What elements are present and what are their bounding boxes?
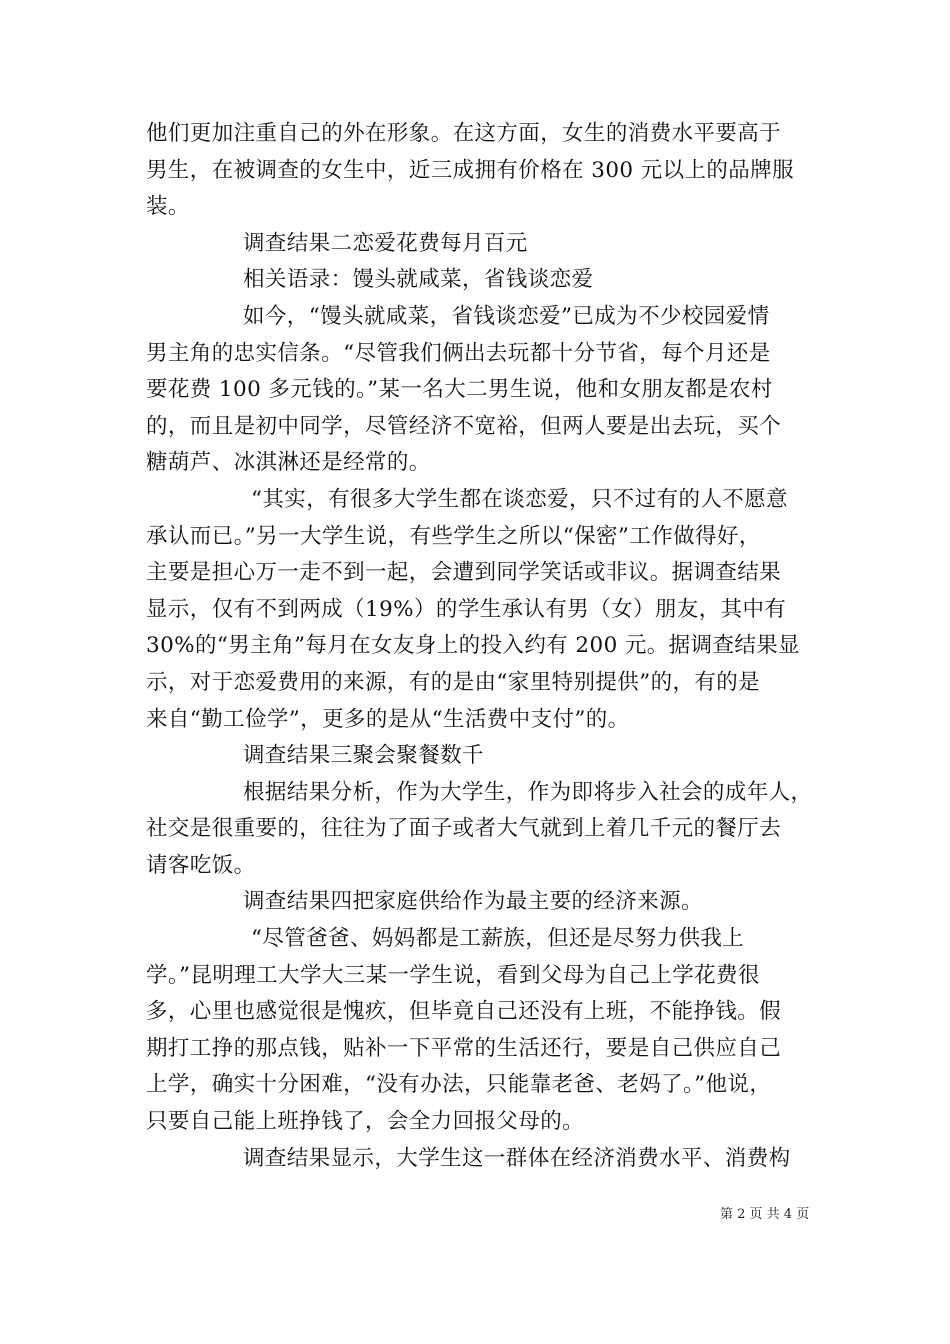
document-body [146, 116, 814, 1177]
text-line: “尽管爸爸、妈妈都是工薪族，但还是尽努力供我上 [251, 926, 745, 952]
text-line: 承认而已。”另一大学生说，有些学生之所以“保密”工作做得好， [146, 523, 761, 549]
text-line: 只要自己能上班挣钱了，会全力回报父母的。 [146, 1109, 585, 1135]
text-line: 多，心里也感觉很是愧疚，但毕竟自己还没有上班，不能挣钱。假 [146, 999, 782, 1025]
text-line: 学。”昆明理工大学大三某一学生说，看到父母为自己上学花费很 [146, 962, 760, 988]
text-line: 他们更加注重自己的外在形象。在这方面，女生的消费水平要高于 [146, 121, 782, 146]
text-line: 请客吃饭。 [146, 852, 256, 878]
section-heading: 调查结果四把家庭供给作为最主要的经济来源。 [243, 889, 703, 915]
text-line: 来自“勤工俭学”，更多的是从“生活费中支付”的。 [146, 706, 630, 732]
text-line: 期打工挣的那点钱，贴补一下平常的生活还行，要是自己供应自己 [146, 1035, 782, 1061]
text-line: 的，而且是初中同学，尽管经济不宽裕，但两人要是出去玩，买个 [146, 413, 782, 439]
text-line: 男主角的忠实信条。“尽管我们俩出去玩都十分节省，每个月还是 [146, 340, 771, 366]
quote-label: 相关语录：馒头就咸菜，省钱谈恋爱 [243, 267, 594, 293]
section-heading: 调查结果二恋爱花费每月百元 [243, 230, 528, 256]
text-line: 如今，“馒头就咸菜，省钱谈恋爱”已成为不少校园爱情 [243, 303, 770, 329]
text-line: 示，对于恋爱费用的来源，有的是由“家里特别提供”的，有的是 [146, 669, 761, 695]
text-line: 糖葫芦、冰淇淋还是经常的。 [146, 450, 431, 476]
text-line: 社交是很重要的，往往为了面子或者大气就到上着几千元的餐厅去 [146, 816, 782, 842]
section-heading: 调查结果三聚会聚餐数千 [243, 743, 484, 769]
text-line: 主要是担心万一走不到一起，会遭到同学笑话或非议。据调查结果 [146, 560, 782, 586]
text-line: 男生，在被调查的女生中，近三成拥有价格在 300 元以上的品牌服 [146, 157, 795, 183]
text-line: 要花费 100 多元钱的。”某一名大二男生说，他和女朋友都是农村 [146, 377, 773, 403]
text-line: 装。 [146, 194, 190, 220]
text-line: 调查结果显示，大学生这一群体在经济消费水平、消费构 [243, 1145, 791, 1171]
text-line: 上学，确实十分困难，“没有办法，只能靠老爸、老妈了。”他说， [146, 1072, 772, 1098]
text-line: 根据结果分析，作为大学生，作为即将步入社会的成年人， [243, 779, 813, 805]
page-number: 第 2 页 共 4 页 [720, 1207, 810, 1222]
text-line: “其实，有很多大学生都在谈恋爱，只不过有的人不愿意 [251, 486, 788, 512]
text-line: 30%的“男主角”每月在女友身上的投入约有 200 元。据调查结果显 [146, 633, 801, 659]
text-line: 显示，仅有不到两成（19%）的学生承认有男（女）朋友，其中有 [146, 596, 787, 622]
